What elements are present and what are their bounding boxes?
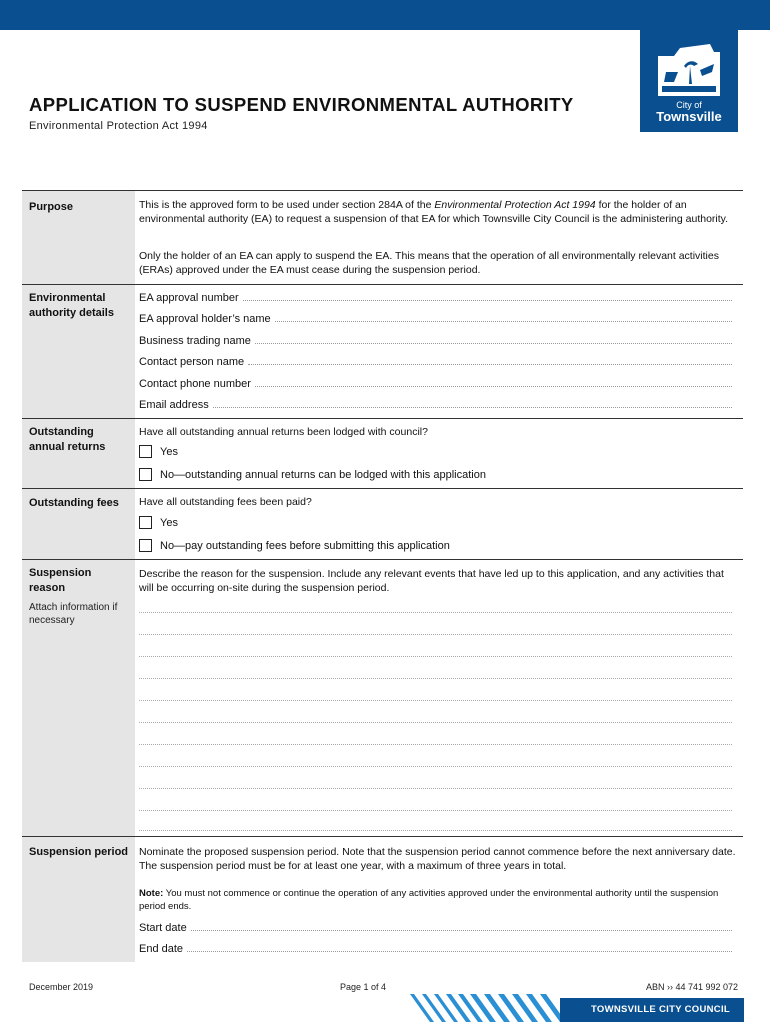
top-banner bbox=[0, 0, 770, 30]
section-divider bbox=[22, 284, 743, 285]
section-divider bbox=[22, 836, 743, 837]
writing-line bbox=[139, 744, 732, 745]
footer-abn: ABN ›› 44 741 992 072 bbox=[646, 982, 739, 992]
checkbox-box[interactable] bbox=[139, 468, 152, 481]
writing-line bbox=[139, 700, 732, 701]
page-subtitle: Environmental Protection Act 1994 bbox=[29, 120, 208, 132]
writing-line bbox=[139, 766, 732, 767]
footer-page-number: Page 1 of 4 bbox=[340, 982, 387, 992]
purpose-text-2: Only the holder of an EA can apply to suspend the EA. This means that the operation of all environmentally relevant activities (ERAs) approved under the EA must cease during the suspension period. bbox=[139, 250, 719, 276]
fees-label: Outstanding fees bbox=[29, 497, 119, 509]
section-divider bbox=[22, 190, 743, 191]
returns-yes-checkbox[interactable]: Yes bbox=[139, 444, 178, 459]
ea-approval-number-field[interactable]: EA approval number bbox=[139, 290, 732, 304]
returns-label: Outstanding annual returns bbox=[29, 426, 106, 453]
period-instructions: Nominate the proposed suspension period. Note that the suspension period cannot commence before the next anniversary date. The suspension period must be for at least one year, with a maximum of three years in total. bbox=[139, 846, 736, 872]
footer-council-name: TOWNSVILLE CITY COUNCIL bbox=[590, 1004, 730, 1015]
ea-holder-name-field[interactable]: EA approval holder’s name bbox=[139, 311, 732, 325]
checkbox-box[interactable] bbox=[139, 516, 152, 529]
contact-phone-number-field[interactable]: Contact phone number bbox=[139, 376, 732, 390]
fees-question: Have all outstanding fees been paid? bbox=[139, 496, 312, 508]
purpose-text: This is the approved form to be used under section 284A of the Environmental Protection Act 1994 for the holder of an environmental authority (EA) to request a suspension of that EA for which Townsville City Council is the administering authority. bbox=[139, 199, 729, 225]
decorative-stripes-icon bbox=[400, 994, 570, 1024]
email-address-field[interactable]: Email address bbox=[139, 397, 732, 411]
returns-no-checkbox[interactable]: No—outstanding annual returns can be lodged with this application bbox=[139, 467, 486, 482]
start-date-field[interactable]: Start date bbox=[139, 920, 732, 934]
section-divider bbox=[22, 559, 743, 560]
section-divider bbox=[22, 418, 743, 419]
writing-line bbox=[139, 788, 732, 789]
logo-name-text: Townsville bbox=[656, 109, 722, 124]
period-label: Suspension period bbox=[29, 846, 129, 858]
checkbox-box[interactable] bbox=[139, 445, 152, 458]
checkbox-box[interactable] bbox=[139, 539, 152, 552]
section-divider bbox=[22, 488, 743, 489]
reason-sublabel: Attach information if necessary bbox=[29, 602, 118, 626]
footer-banner bbox=[560, 998, 744, 1022]
writing-line bbox=[139, 678, 732, 679]
end-date-field[interactable]: End date bbox=[139, 941, 732, 955]
returns-question: Have all outstanding annual returns been lodged with council? bbox=[139, 426, 428, 438]
writing-line bbox=[139, 810, 732, 811]
purpose-label: Purpose bbox=[29, 201, 74, 213]
fees-yes-checkbox[interactable]: Yes bbox=[139, 515, 178, 530]
ea-details-label: Environmental authority details bbox=[29, 292, 114, 319]
reason-label: Suspension reason bbox=[29, 567, 92, 594]
writing-line bbox=[139, 612, 732, 613]
contact-person-name-field[interactable]: Contact person name bbox=[139, 354, 732, 368]
page-title: APPLICATION TO SUSPEND ENVIRONMENTAL AUTHORITY bbox=[29, 94, 574, 115]
footer-date: December 2019 bbox=[29, 982, 94, 992]
writing-line bbox=[139, 830, 732, 831]
writing-line bbox=[139, 722, 732, 723]
writing-line bbox=[139, 634, 732, 635]
fees-no-checkbox[interactable]: No—pay outstanding fees before submitting this application bbox=[139, 538, 450, 553]
logo-city-text: City of bbox=[676, 100, 702, 110]
reason-instructions: Describe the reason for the suspension. Include any relevant events that have led up to this application, and any activities that will be occurring on-site during the suspension period. bbox=[139, 568, 724, 594]
townsville-logo bbox=[640, 30, 738, 132]
townsville-emblem-icon bbox=[654, 42, 724, 98]
period-note: Note: You must not commence or continue the operation of any activities approved under the environmental authority until the suspension period ends. bbox=[139, 888, 719, 912]
writing-line bbox=[139, 656, 732, 657]
business-trading-name-field[interactable]: Business trading name bbox=[139, 333, 732, 347]
